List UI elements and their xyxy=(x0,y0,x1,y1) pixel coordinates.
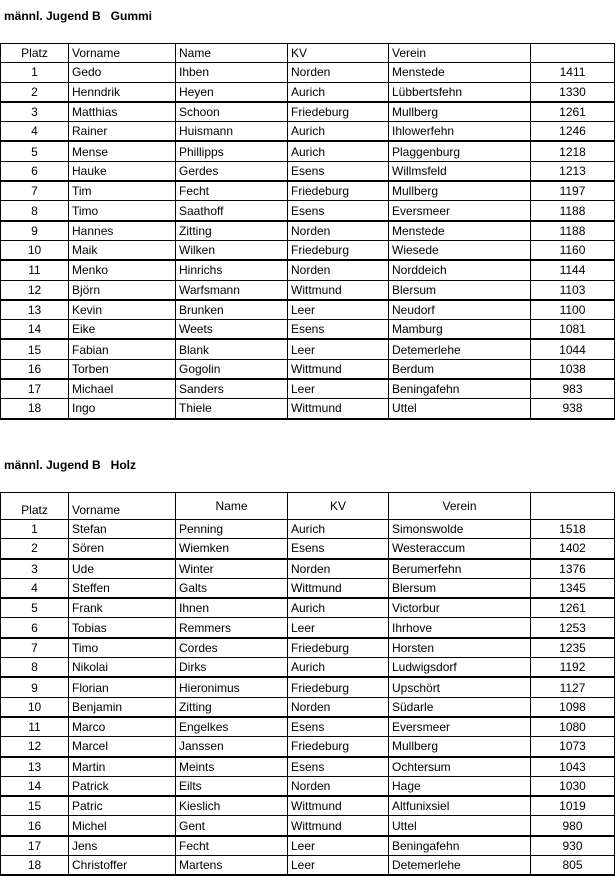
cell-score: 1261 xyxy=(531,102,615,122)
cell-platz: 8 xyxy=(1,658,69,678)
table-row xyxy=(1,320,615,340)
table-row xyxy=(1,122,615,142)
cell-name: Hieronimus xyxy=(176,677,288,697)
cell-name: Galts xyxy=(176,578,288,598)
cell-vorname: Frank xyxy=(69,598,176,618)
cell-score: 1043 xyxy=(531,757,615,777)
table-row xyxy=(1,697,615,717)
table-row xyxy=(1,776,615,796)
cell-kv: Esens xyxy=(288,757,389,777)
cell-platz: 14 xyxy=(1,776,69,796)
cell-vorname: Benjamin xyxy=(69,697,176,717)
cell-name: Remmers xyxy=(176,618,288,638)
cell-score: 930 xyxy=(531,836,615,856)
cell-name: Huismann xyxy=(176,122,288,142)
cell-vorname: Ingo xyxy=(69,399,176,419)
table-header-row xyxy=(1,44,615,63)
cell-score: 1044 xyxy=(531,339,615,359)
cell-verein: Mullberg xyxy=(389,181,531,201)
cell-kv: Aurich xyxy=(288,122,389,142)
cell-name: Wilken xyxy=(176,240,288,260)
cell-vorname: Patrick xyxy=(69,776,176,796)
cell-vorname: Menko xyxy=(69,260,176,280)
cell-verein: Mullberg xyxy=(389,737,531,757)
table-row xyxy=(1,559,615,579)
cell-verein: Norddeich xyxy=(389,260,531,280)
cell-score: 1246 xyxy=(531,122,615,142)
cell-score: 1019 xyxy=(531,796,615,816)
cell-score: 1213 xyxy=(531,161,615,181)
table-row xyxy=(1,161,615,181)
cell-kv: Friedeburg xyxy=(288,737,389,757)
cell-verein: Uttel xyxy=(389,816,531,836)
cell-verein: Berumerfehn xyxy=(389,559,531,579)
table-row xyxy=(1,618,615,638)
cell-name: Penning xyxy=(176,520,288,539)
cell-platz: 12 xyxy=(1,737,69,757)
cell-platz: 17 xyxy=(1,379,69,399)
cell-verein: Beningafehn xyxy=(389,379,531,399)
cell-verein: Detemerlehe xyxy=(389,856,531,876)
cell-platz: 3 xyxy=(1,559,69,579)
cell-score: 1188 xyxy=(531,201,615,221)
cell-vorname: Timo xyxy=(69,638,176,658)
cell-vorname: Ude xyxy=(69,559,176,579)
cell-vorname: Fabian xyxy=(69,339,176,359)
table-row xyxy=(1,539,615,559)
cell-platz: 14 xyxy=(1,320,69,340)
cell-platz: 4 xyxy=(1,122,69,142)
cell-name: Ihben xyxy=(176,63,288,82)
cell-name: Gent xyxy=(176,816,288,836)
cell-verein: Uttel xyxy=(389,399,531,419)
table-row xyxy=(1,717,615,737)
cell-vorname: Matthias xyxy=(69,102,176,122)
cell-platz: 15 xyxy=(1,339,69,359)
results-table-gummi xyxy=(0,43,615,420)
cell-verein: Hage xyxy=(389,776,531,796)
cell-kv: Esens xyxy=(288,539,389,559)
cell-verein: Menstede xyxy=(389,221,531,241)
cell-platz: 9 xyxy=(1,677,69,697)
cell-name: Cordes xyxy=(176,638,288,658)
cell-platz: 16 xyxy=(1,359,69,379)
table-row xyxy=(1,280,615,300)
cell-score: 805 xyxy=(531,856,615,876)
cell-verein: Menstede xyxy=(389,63,531,82)
cell-name: Weets xyxy=(176,320,288,340)
cell-verein: Ihlowerfehn xyxy=(389,122,531,142)
cell-kv: Esens xyxy=(288,320,389,340)
column-header-vorname: Vorname xyxy=(69,44,176,63)
cell-score: 1376 xyxy=(531,559,615,579)
cell-vorname: Gedo xyxy=(69,63,176,82)
cell-kv: Esens xyxy=(288,201,389,221)
table-row xyxy=(1,638,615,658)
table-row xyxy=(1,520,615,539)
cell-verein: Horsten xyxy=(389,638,531,658)
cell-name: Janssen xyxy=(176,737,288,757)
cell-platz: 11 xyxy=(1,717,69,737)
table-row xyxy=(1,260,615,280)
cell-score: 1080 xyxy=(531,717,615,737)
cell-verein: Eversmeer xyxy=(389,201,531,221)
cell-verein: Altfunixsiel xyxy=(389,796,531,816)
cell-name: Zitting xyxy=(176,697,288,717)
cell-score: 1192 xyxy=(531,658,615,678)
cell-name: Martens xyxy=(176,856,288,876)
cell-platz: 7 xyxy=(1,638,69,658)
cell-name: Saathoff xyxy=(176,201,288,221)
cell-verein: Willmsfeld xyxy=(389,161,531,181)
table-row xyxy=(1,201,615,221)
cell-score: 1518 xyxy=(531,520,615,539)
cell-score: 980 xyxy=(531,816,615,836)
cell-name: Gogolin xyxy=(176,359,288,379)
cell-name: Fecht xyxy=(176,181,288,201)
cell-verein: Westeraccum xyxy=(389,539,531,559)
cell-name: Phillipps xyxy=(176,141,288,161)
column-header-kv: KV xyxy=(288,44,389,63)
cell-verein: Mamburg xyxy=(389,320,531,340)
cell-kv: Friedeburg xyxy=(288,181,389,201)
cell-kv: Norden xyxy=(288,559,389,579)
table-row xyxy=(1,379,615,399)
cell-kv: Esens xyxy=(288,161,389,181)
cell-score: 1411 xyxy=(531,63,615,82)
cell-kv: Wittmund xyxy=(288,280,389,300)
cell-vorname: Steffen xyxy=(69,578,176,598)
table-header-row xyxy=(1,493,615,520)
cell-name: Engelkes xyxy=(176,717,288,737)
cell-score: 1253 xyxy=(531,618,615,638)
cell-vorname: Michael xyxy=(69,379,176,399)
table-row xyxy=(1,399,615,419)
cell-kv: Norden xyxy=(288,221,389,241)
table-row xyxy=(1,300,615,320)
cell-kv: Leer xyxy=(288,300,389,320)
cell-name: Ihnen xyxy=(176,598,288,618)
cell-platz: 18 xyxy=(1,399,69,419)
cell-platz: 17 xyxy=(1,836,69,856)
cell-score: 983 xyxy=(531,379,615,399)
cell-vorname: Marcel xyxy=(69,737,176,757)
cell-score: 1127 xyxy=(531,677,615,697)
cell-name: Gerdes xyxy=(176,161,288,181)
cell-platz: 5 xyxy=(1,141,69,161)
column-header-platz: Platz xyxy=(1,44,69,63)
column-header-score xyxy=(531,44,615,63)
cell-score: 1100 xyxy=(531,300,615,320)
cell-kv: Wittmund xyxy=(288,359,389,379)
cell-vorname: Torben xyxy=(69,359,176,379)
cell-platz: 12 xyxy=(1,280,69,300)
cell-kv: Norden xyxy=(288,776,389,796)
column-header-vorname: Vorname xyxy=(69,493,176,520)
cell-verein: Plaggenburg xyxy=(389,141,531,161)
cell-platz: 1 xyxy=(1,63,69,82)
cell-vorname: Marco xyxy=(69,717,176,737)
cell-score: 1081 xyxy=(531,320,615,340)
cell-verein: Wiesede xyxy=(389,240,531,260)
cell-kv: Aurich xyxy=(288,658,389,678)
cell-vorname: Maik xyxy=(69,240,176,260)
cell-kv: Aurich xyxy=(288,598,389,618)
cell-platz: 8 xyxy=(1,201,69,221)
column-header-verein: Verein xyxy=(389,493,531,520)
cell-vorname: Mense xyxy=(69,141,176,161)
cell-vorname: Kevin xyxy=(69,300,176,320)
table-row xyxy=(1,359,615,379)
cell-name: Winter xyxy=(176,559,288,579)
cell-name: Zitting xyxy=(176,221,288,241)
section-title-gummi: männl. Jugend B Gummi xyxy=(4,9,153,23)
column-header-score xyxy=(531,493,615,520)
cell-kv: Aurich xyxy=(288,141,389,161)
column-header-kv: KV xyxy=(288,493,389,520)
cell-verein: Detemerlehe xyxy=(389,339,531,359)
cell-kv: Wittmund xyxy=(288,816,389,836)
cell-platz: 11 xyxy=(1,260,69,280)
cell-kv: Leer xyxy=(288,836,389,856)
cell-name: Dirks xyxy=(176,658,288,678)
cell-kv: Norden xyxy=(288,260,389,280)
table-row xyxy=(1,240,615,260)
cell-name: Meints xyxy=(176,757,288,777)
table-row xyxy=(1,836,615,856)
cell-score: 1103 xyxy=(531,280,615,300)
cell-platz: 4 xyxy=(1,578,69,598)
cell-score: 1038 xyxy=(531,359,615,379)
cell-score: 1160 xyxy=(531,240,615,260)
cell-score: 1098 xyxy=(531,697,615,717)
cell-verein: Beningafehn xyxy=(389,836,531,856)
column-header-name: Name xyxy=(176,44,288,63)
cell-kv: Aurich xyxy=(288,82,389,102)
cell-kv: Wittmund xyxy=(288,399,389,419)
cell-vorname: Eike xyxy=(69,320,176,340)
cell-kv: Aurich xyxy=(288,520,389,539)
cell-verein: Ochtersum xyxy=(389,757,531,777)
cell-verein: Lübbertsfehn xyxy=(389,82,531,102)
cell-vorname: Timo xyxy=(69,201,176,221)
cell-vorname: Henndrik xyxy=(69,82,176,102)
cell-verein: Mullberg xyxy=(389,102,531,122)
cell-vorname: Jens xyxy=(69,836,176,856)
table-row xyxy=(1,856,615,876)
cell-verein: Eversmeer xyxy=(389,717,531,737)
table-row xyxy=(1,339,615,359)
cell-name: Hinrichs xyxy=(176,260,288,280)
cell-name: Eilts xyxy=(176,776,288,796)
column-header-name: Name xyxy=(176,493,288,520)
cell-vorname: Nikolai xyxy=(69,658,176,678)
cell-kv: Friedeburg xyxy=(288,677,389,697)
cell-kv: Wittmund xyxy=(288,796,389,816)
cell-verein: Victorbur xyxy=(389,598,531,618)
cell-vorname: Sören xyxy=(69,539,176,559)
cell-score: 1030 xyxy=(531,776,615,796)
cell-platz: 9 xyxy=(1,221,69,241)
cell-kv: Wittmund xyxy=(288,578,389,598)
table-row xyxy=(1,658,615,678)
cell-platz: 6 xyxy=(1,618,69,638)
cell-vorname: Björn xyxy=(69,280,176,300)
cell-name: Kieslich xyxy=(176,796,288,816)
cell-platz: 13 xyxy=(1,757,69,777)
cell-name: Schoon xyxy=(176,102,288,122)
cell-verein: Ihrhove xyxy=(389,618,531,638)
cell-vorname: Patric xyxy=(69,796,176,816)
table-body-gummi xyxy=(1,63,615,419)
cell-platz: 7 xyxy=(1,181,69,201)
cell-name: Blank xyxy=(176,339,288,359)
table-row xyxy=(1,737,615,757)
cell-name: Warfsmann xyxy=(176,280,288,300)
cell-name: Thiele xyxy=(176,399,288,419)
cell-verein: Blersum xyxy=(389,578,531,598)
cell-score: 1235 xyxy=(531,638,615,658)
table-row xyxy=(1,816,615,836)
table-row xyxy=(1,82,615,102)
cell-name: Fecht xyxy=(176,836,288,856)
cell-platz: 15 xyxy=(1,796,69,816)
cell-platz: 2 xyxy=(1,82,69,102)
table-row xyxy=(1,181,615,201)
column-header-platz: Platz xyxy=(1,493,69,520)
cell-platz: 10 xyxy=(1,240,69,260)
cell-vorname: Tobias xyxy=(69,618,176,638)
cell-kv: Friedeburg xyxy=(288,638,389,658)
cell-platz: 1 xyxy=(1,520,69,539)
cell-score: 938 xyxy=(531,399,615,419)
cell-vorname: Rainer xyxy=(69,122,176,142)
table-row xyxy=(1,141,615,161)
table-body-holz xyxy=(1,520,615,876)
cell-score: 1218 xyxy=(531,141,615,161)
cell-score: 1330 xyxy=(531,82,615,102)
cell-kv: Leer xyxy=(288,379,389,399)
cell-name: Sanders xyxy=(176,379,288,399)
cell-platz: 5 xyxy=(1,598,69,618)
cell-kv: Leer xyxy=(288,856,389,876)
cell-vorname: Hannes xyxy=(69,221,176,241)
results-table-holz xyxy=(0,492,615,876)
cell-verein: Simonswolde xyxy=(389,520,531,539)
cell-vorname: Hauke xyxy=(69,161,176,181)
cell-platz: 2 xyxy=(1,539,69,559)
cell-platz: 6 xyxy=(1,161,69,181)
cell-vorname: Tim xyxy=(69,181,176,201)
cell-kv: Leer xyxy=(288,339,389,359)
cell-score: 1144 xyxy=(531,260,615,280)
cell-verein: Upschört xyxy=(389,677,531,697)
table-row xyxy=(1,102,615,122)
cell-kv: Esens xyxy=(288,717,389,737)
cell-platz: 3 xyxy=(1,102,69,122)
cell-name: Wiemken xyxy=(176,539,288,559)
cell-name: Heyen xyxy=(176,82,288,102)
cell-kv: Leer xyxy=(288,618,389,638)
cell-vorname: Stefan xyxy=(69,520,176,539)
cell-score: 1402 xyxy=(531,539,615,559)
cell-vorname: Michel xyxy=(69,816,176,836)
cell-score: 1197 xyxy=(531,181,615,201)
cell-kv: Friedeburg xyxy=(288,240,389,260)
table-row xyxy=(1,221,615,241)
cell-verein: Neudorf xyxy=(389,300,531,320)
cell-score: 1073 xyxy=(531,737,615,757)
cell-score: 1345 xyxy=(531,578,615,598)
cell-score: 1188 xyxy=(531,221,615,241)
table-row xyxy=(1,598,615,618)
cell-vorname: Christoffer xyxy=(69,856,176,876)
cell-verein: Berdum xyxy=(389,359,531,379)
cell-kv: Friedeburg xyxy=(288,102,389,122)
cell-vorname: Martin xyxy=(69,757,176,777)
cell-name: Brunken xyxy=(176,300,288,320)
cell-verein: Ludwigsdorf xyxy=(389,658,531,678)
table-row xyxy=(1,677,615,697)
table-row xyxy=(1,757,615,777)
cell-kv: Norden xyxy=(288,63,389,82)
table-row xyxy=(1,578,615,598)
cell-vorname: Florian xyxy=(69,677,176,697)
cell-verein: Südarle xyxy=(389,697,531,717)
cell-verein: Blersum xyxy=(389,280,531,300)
cell-platz: 18 xyxy=(1,856,69,876)
table-row xyxy=(1,63,615,82)
section-title-holz: männl. Jugend B Holz xyxy=(4,458,137,472)
cell-kv: Norden xyxy=(288,697,389,717)
table-row xyxy=(1,796,615,816)
cell-score: 1261 xyxy=(531,598,615,618)
cell-platz: 13 xyxy=(1,300,69,320)
column-header-verein: Verein xyxy=(389,44,531,63)
cell-platz: 10 xyxy=(1,697,69,717)
cell-platz: 16 xyxy=(1,816,69,836)
